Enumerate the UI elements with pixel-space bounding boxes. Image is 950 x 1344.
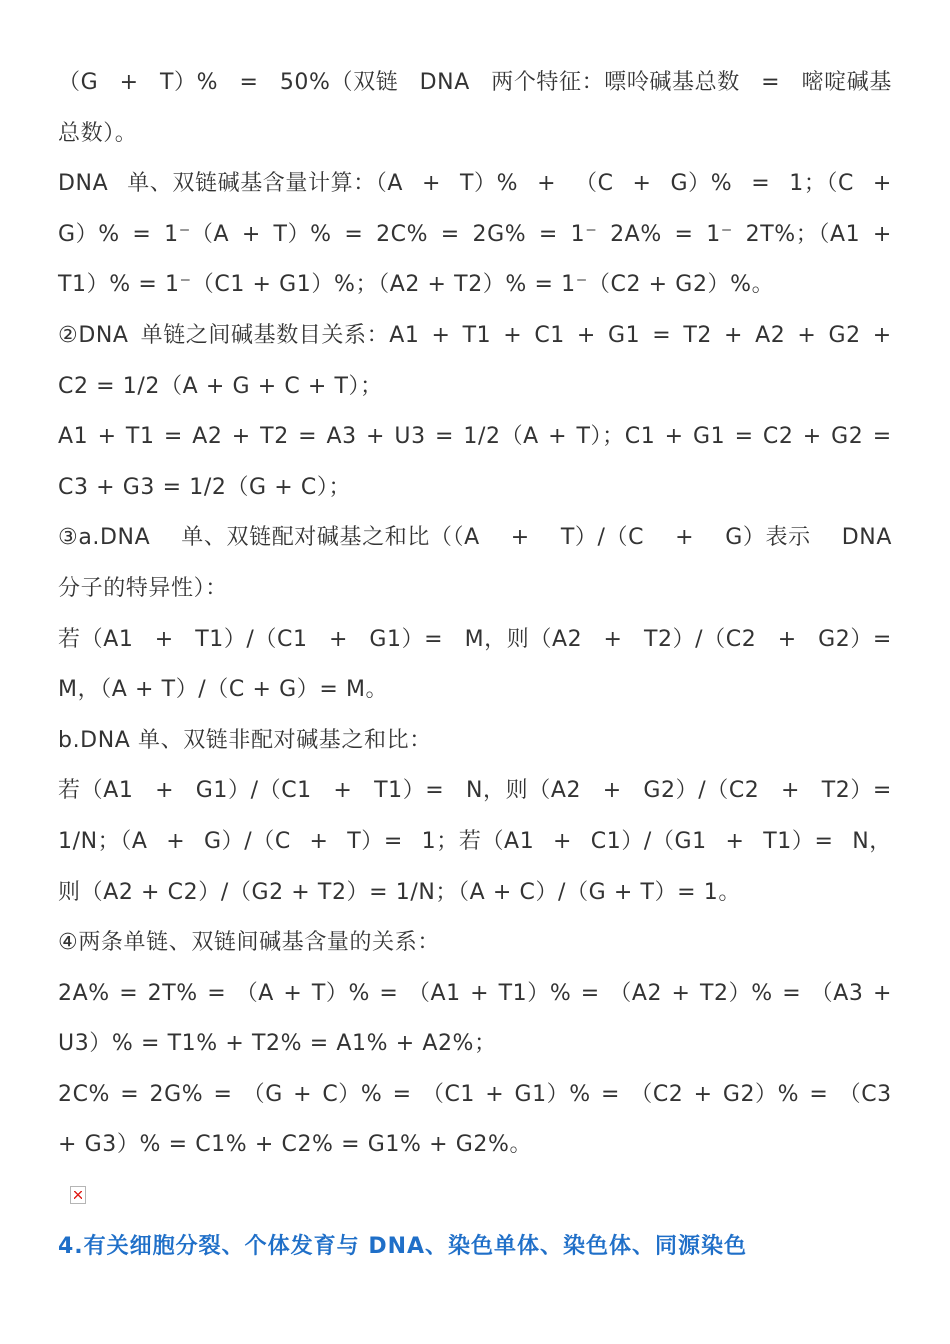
text-line: ④两条单链、双链间碱基含量的关系：	[58, 930, 440, 956]
text-line: b.DNA 单、双链非配对碱基之和比：	[58, 727, 432, 753]
text-line: 分子的特异性）：	[58, 575, 228, 601]
document-body	[58, 58, 892, 1272]
text-line: U3）% = T1% + T2% = A1% + A2%；	[58, 1031, 497, 1057]
text-line: C3 + G3 = 1/2（G + C）；	[58, 474, 352, 500]
text-line: 若（A1 + T1）/（C1 + G1）= M，则（A2 + T2）/（C2 + G2）=	[58, 626, 892, 652]
text-line: 2A% = 2T% = （A + T）% = （A1 + T1）% = （A2 + T2）% = （A3 +	[58, 980, 892, 1006]
section-heading: 4.有关细胞分裂、个体发育与 DNA、染色单体、染色体、同源染色	[58, 1233, 748, 1259]
text-line: C2 = 1/2（A + G + C + T）；	[58, 373, 383, 399]
text-line: T1）% = 1⁻（C1 + G1）%；（A2 + T2）% = 1⁻（C2 + G2）%。	[58, 272, 775, 298]
text-line: ②DNA 单链之间碱基数目关系：A1 + T1 + C1 + G1 = T2 + A2 + G2 +	[58, 322, 892, 348]
text-line: DNA 单、双链碱基含量计算：（A + T）% + （C + G）% = 1；（C +	[58, 171, 892, 197]
text-line: 则（A2 + C2）/（G2 + T2）= 1/N；（A + C）/（G + T）= 1。	[58, 879, 742, 905]
text-line: （G + T）% = 50%（双链 DNA 两个特征：嘌呤碱基总数 = 嘧啶碱基	[58, 70, 892, 95]
text-line: 总数）。	[58, 120, 138, 146]
text-line: + G3）% = C1% + C2% = G1% + G2%。	[58, 1132, 533, 1158]
text-line: A1 + T1 = A2 + T2 = A3 + U3 = 1/2（A + T）；C1 + G1 = C2 + G2 =	[58, 424, 892, 450]
image-placeholder-row	[58, 1171, 892, 1222]
text-line: G）% = 1⁻（A + T）% = 2C% = 2G% = 1⁻ 2A% = 1⁻ 2T%；（A1 +	[58, 221, 892, 247]
text-line: ③a.DNA 单、双链配对碱基之和比（（A + T）/（C + G）表示 DNA	[58, 525, 892, 551]
text-line: 2C% = 2G% = （G + C）% = （C1 + G1）% = （C2 + G2）% = （C3	[58, 1081, 892, 1107]
text-line: M，（A + T）/（C + G）= M。	[58, 677, 389, 703]
broken-image-icon	[70, 1186, 86, 1204]
text-line: 1/N；（A + G）/（C + T）= 1；若（A1 + C1）/（G1 + T1）= N，	[58, 828, 892, 854]
text-line: 若（A1 + G1）/（C1 + T1）= N，则（A2 + G2）/（C2 + T2）=	[58, 778, 892, 804]
